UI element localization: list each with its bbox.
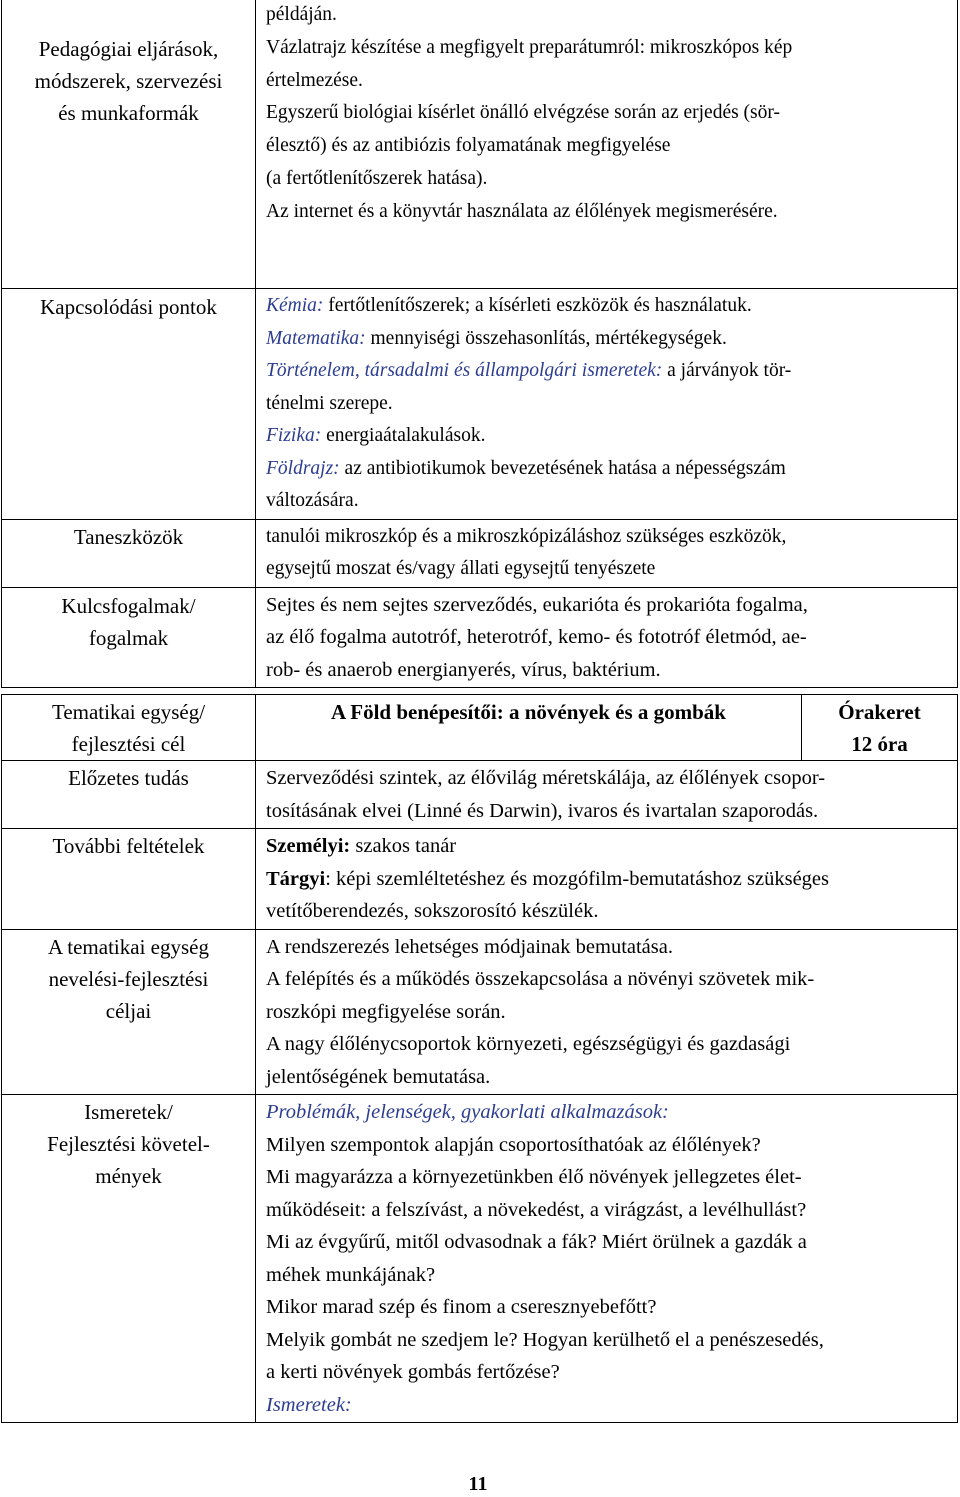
connection-physics — [266, 420, 949, 453]
text-line: A nagy élőlénycsoportok környezeti, egészségügyi és gazdasági — [266, 1033, 791, 1055]
subject-text: a járványok tör- — [662, 360, 792, 381]
unit-title: A Föld benépesítői: a növények és a gombák — [256, 695, 802, 761]
label-line: céljai — [105, 998, 152, 1023]
material-text: : képi szemléltetéshez és mozgófilm-bemutatáshoz szükséges — [325, 867, 830, 890]
subject-label: Földrajz: — [266, 457, 340, 479]
table-row-conditions — [2, 829, 958, 930]
material-conditions — [266, 863, 949, 896]
text-line: tanulói mikroszkóp és a mikroszkópizáláshoz szükséges eszközök, — [266, 525, 787, 547]
text-line: egysejtű moszat és/vagy állati egysejtű tenyészete — [266, 558, 656, 579]
material-label: Tárgyi — [266, 867, 326, 890]
row-label-requirements — [2, 1095, 256, 1423]
row-label-goals — [2, 929, 256, 1095]
label-line: Pedagógiai eljárások, — [38, 37, 219, 61]
connection-math — [266, 323, 949, 356]
hours-value: 12 óra — [851, 732, 908, 756]
personal-text: szakos tanár — [350, 835, 457, 857]
label-line: Kulcsfogalmak/ — [61, 593, 196, 618]
text-line: vetítőberendezés, sokszorosító készülék. — [266, 900, 599, 922]
text-line: példáján. — [266, 4, 337, 25]
curriculum-table-continued — [1, 0, 958, 688]
subject-label: Kémia: — [266, 295, 324, 316]
personal-label: Személyi: — [266, 835, 351, 857]
text-line: ténelmi szerepe. — [266, 392, 393, 414]
text-line: Mikor marad szép és finom a cseresznyebefőtt? — [266, 1296, 657, 1318]
text-line: élesztő) és az antibiózis folyamatának megfigyelése — [266, 135, 671, 157]
requirements-content — [256, 1095, 958, 1423]
label-line: nevelési-fejlesztési — [48, 966, 209, 991]
personal-conditions — [266, 830, 949, 863]
table-row-prior-knowledge — [2, 761, 958, 829]
knowledge-heading: Ismeretek: — [266, 1393, 352, 1416]
subject-text: fertőtlenítőszerek; a kísérleti eszközök és használatuk. — [323, 295, 752, 316]
text-line: változására. — [266, 490, 359, 511]
table-row-goals — [2, 929, 958, 1095]
subject-text: az antibiotikumok bevezetésének hatása a népességszám — [339, 457, 786, 479]
text-line: Mi magyarázza a környezetünkben élő növények jellegzetes élet- — [266, 1166, 802, 1188]
label-line: módszerek, szervezési — [34, 69, 223, 93]
text-line: (a fertőtlenítőszerek hatása). — [266, 167, 488, 189]
text-line: Sejtes és nem sejtes szerveződés, eukarióta és prokarióta fogalma, — [266, 593, 808, 616]
row-label-connections: Kapcsolódási pontok — [2, 289, 256, 520]
table-row-requirements — [2, 1095, 958, 1423]
table-row-connections — [2, 289, 958, 520]
text-line: A rendszerezés lehetséges módjainak bemutatása. — [266, 935, 673, 958]
problems-heading: Problémák, jelenségek, gyakorlati alkalmazások: — [266, 1101, 669, 1123]
subject-label: Fizika: — [266, 425, 322, 446]
text-line: az élő fogalma autotróf, heterotróf, kemo- és fototróf életmód, ae- — [266, 626, 807, 648]
subject-label: Matematika: — [266, 327, 366, 349]
text-line: Milyen szempontok alapján csoportosíthatóak az élőlények? — [266, 1133, 761, 1156]
row-label-key-concepts — [2, 587, 256, 688]
label-line: mények — [95, 1164, 162, 1188]
connection-chemistry — [266, 290, 949, 323]
table-row-methods — [2, 0, 958, 289]
table-row-key-concepts — [2, 587, 958, 688]
text-line: jelentőségének bemutatása. — [266, 1065, 491, 1088]
subject-text: energiaátalakulások. — [321, 425, 486, 446]
hours-label: Órakeret — [838, 700, 921, 724]
table-row-header — [2, 695, 958, 761]
hour-frame — [802, 695, 958, 761]
row-label-prior-knowledge: Előzetes tudás — [2, 761, 256, 829]
text-line: Szerveződési szintek, az élővilág méretskálája, az élőlények csopor- — [266, 767, 826, 789]
goals-content — [256, 929, 958, 1095]
table-row-tools — [2, 519, 958, 587]
text-line: méhek munkájának? — [266, 1263, 436, 1286]
label-line: fejlesztési cél — [71, 732, 186, 756]
subject-label: Történelem, társadalmi és állampolgári ismeretek: — [266, 360, 663, 381]
row-label-conditions: További feltételek — [2, 829, 256, 930]
text-line: Melyik gombát ne szedjem le? Hogyan kerülhető el a penészesedés, — [266, 1328, 824, 1351]
key-concepts-content — [256, 587, 958, 688]
thematic-unit-table — [1, 694, 958, 1423]
subject-text: mennyiségi összehasonlítás, mértékegységek. — [365, 327, 727, 349]
label-line: Tematikai egység/ — [51, 700, 206, 724]
page-number: 11 — [468, 1473, 488, 1495]
connections-content — [256, 289, 958, 520]
label-line: Ismeretek/ — [84, 1100, 173, 1124]
text-line: értelmezése. — [266, 69, 363, 91]
text-line: Az internet és a könyvtár használata az élőlények megismerésére. — [266, 200, 778, 222]
text-line: Vázlatrajz készítése a megfigyelt preparátumról: mikroszkópos kép — [266, 36, 793, 58]
label-line: A tematikai egység — [48, 934, 209, 959]
text-line: Mi az évgyűrű, mitől odvasodnak a fák? Miért örülnek a gazdák a — [266, 1231, 807, 1253]
text-line: roszkópi megfigyelése során. — [266, 1000, 506, 1023]
label-line: fogalmak — [88, 625, 169, 650]
connection-geography — [266, 453, 949, 486]
text-line: működéseit: a felszívást, a növekedést, a virágzást, a levélhullást? — [266, 1198, 807, 1221]
row-label-thematic-unit — [2, 695, 256, 761]
tools-content — [256, 519, 958, 587]
row-label-tools: Taneszközök — [2, 519, 256, 587]
connection-history — [266, 355, 949, 388]
text-line: tosításának elvei (Linné és Darwin), ivaros és ivartalan szaporodás. — [266, 799, 819, 822]
methods-content — [256, 0, 958, 289]
text-line: a kerti növények gombás fertőzése? — [266, 1361, 560, 1383]
conditions-content — [256, 829, 958, 930]
text-line: A felépítés és a működés összekapcsolása a növényi szövetek mik- — [266, 968, 815, 990]
prior-knowledge-content — [256, 761, 958, 829]
text-line: Egyszerű biológiai kísérlet önálló elvégzése során az erjedés (sör- — [266, 102, 780, 124]
row-label-methods — [2, 0, 256, 289]
text-line: rob- és anaerob energianyerés, vírus, baktérium. — [266, 658, 661, 681]
label-line: és munkaformák — [58, 101, 199, 125]
label-line: Fejlesztési követel- — [47, 1132, 210, 1156]
